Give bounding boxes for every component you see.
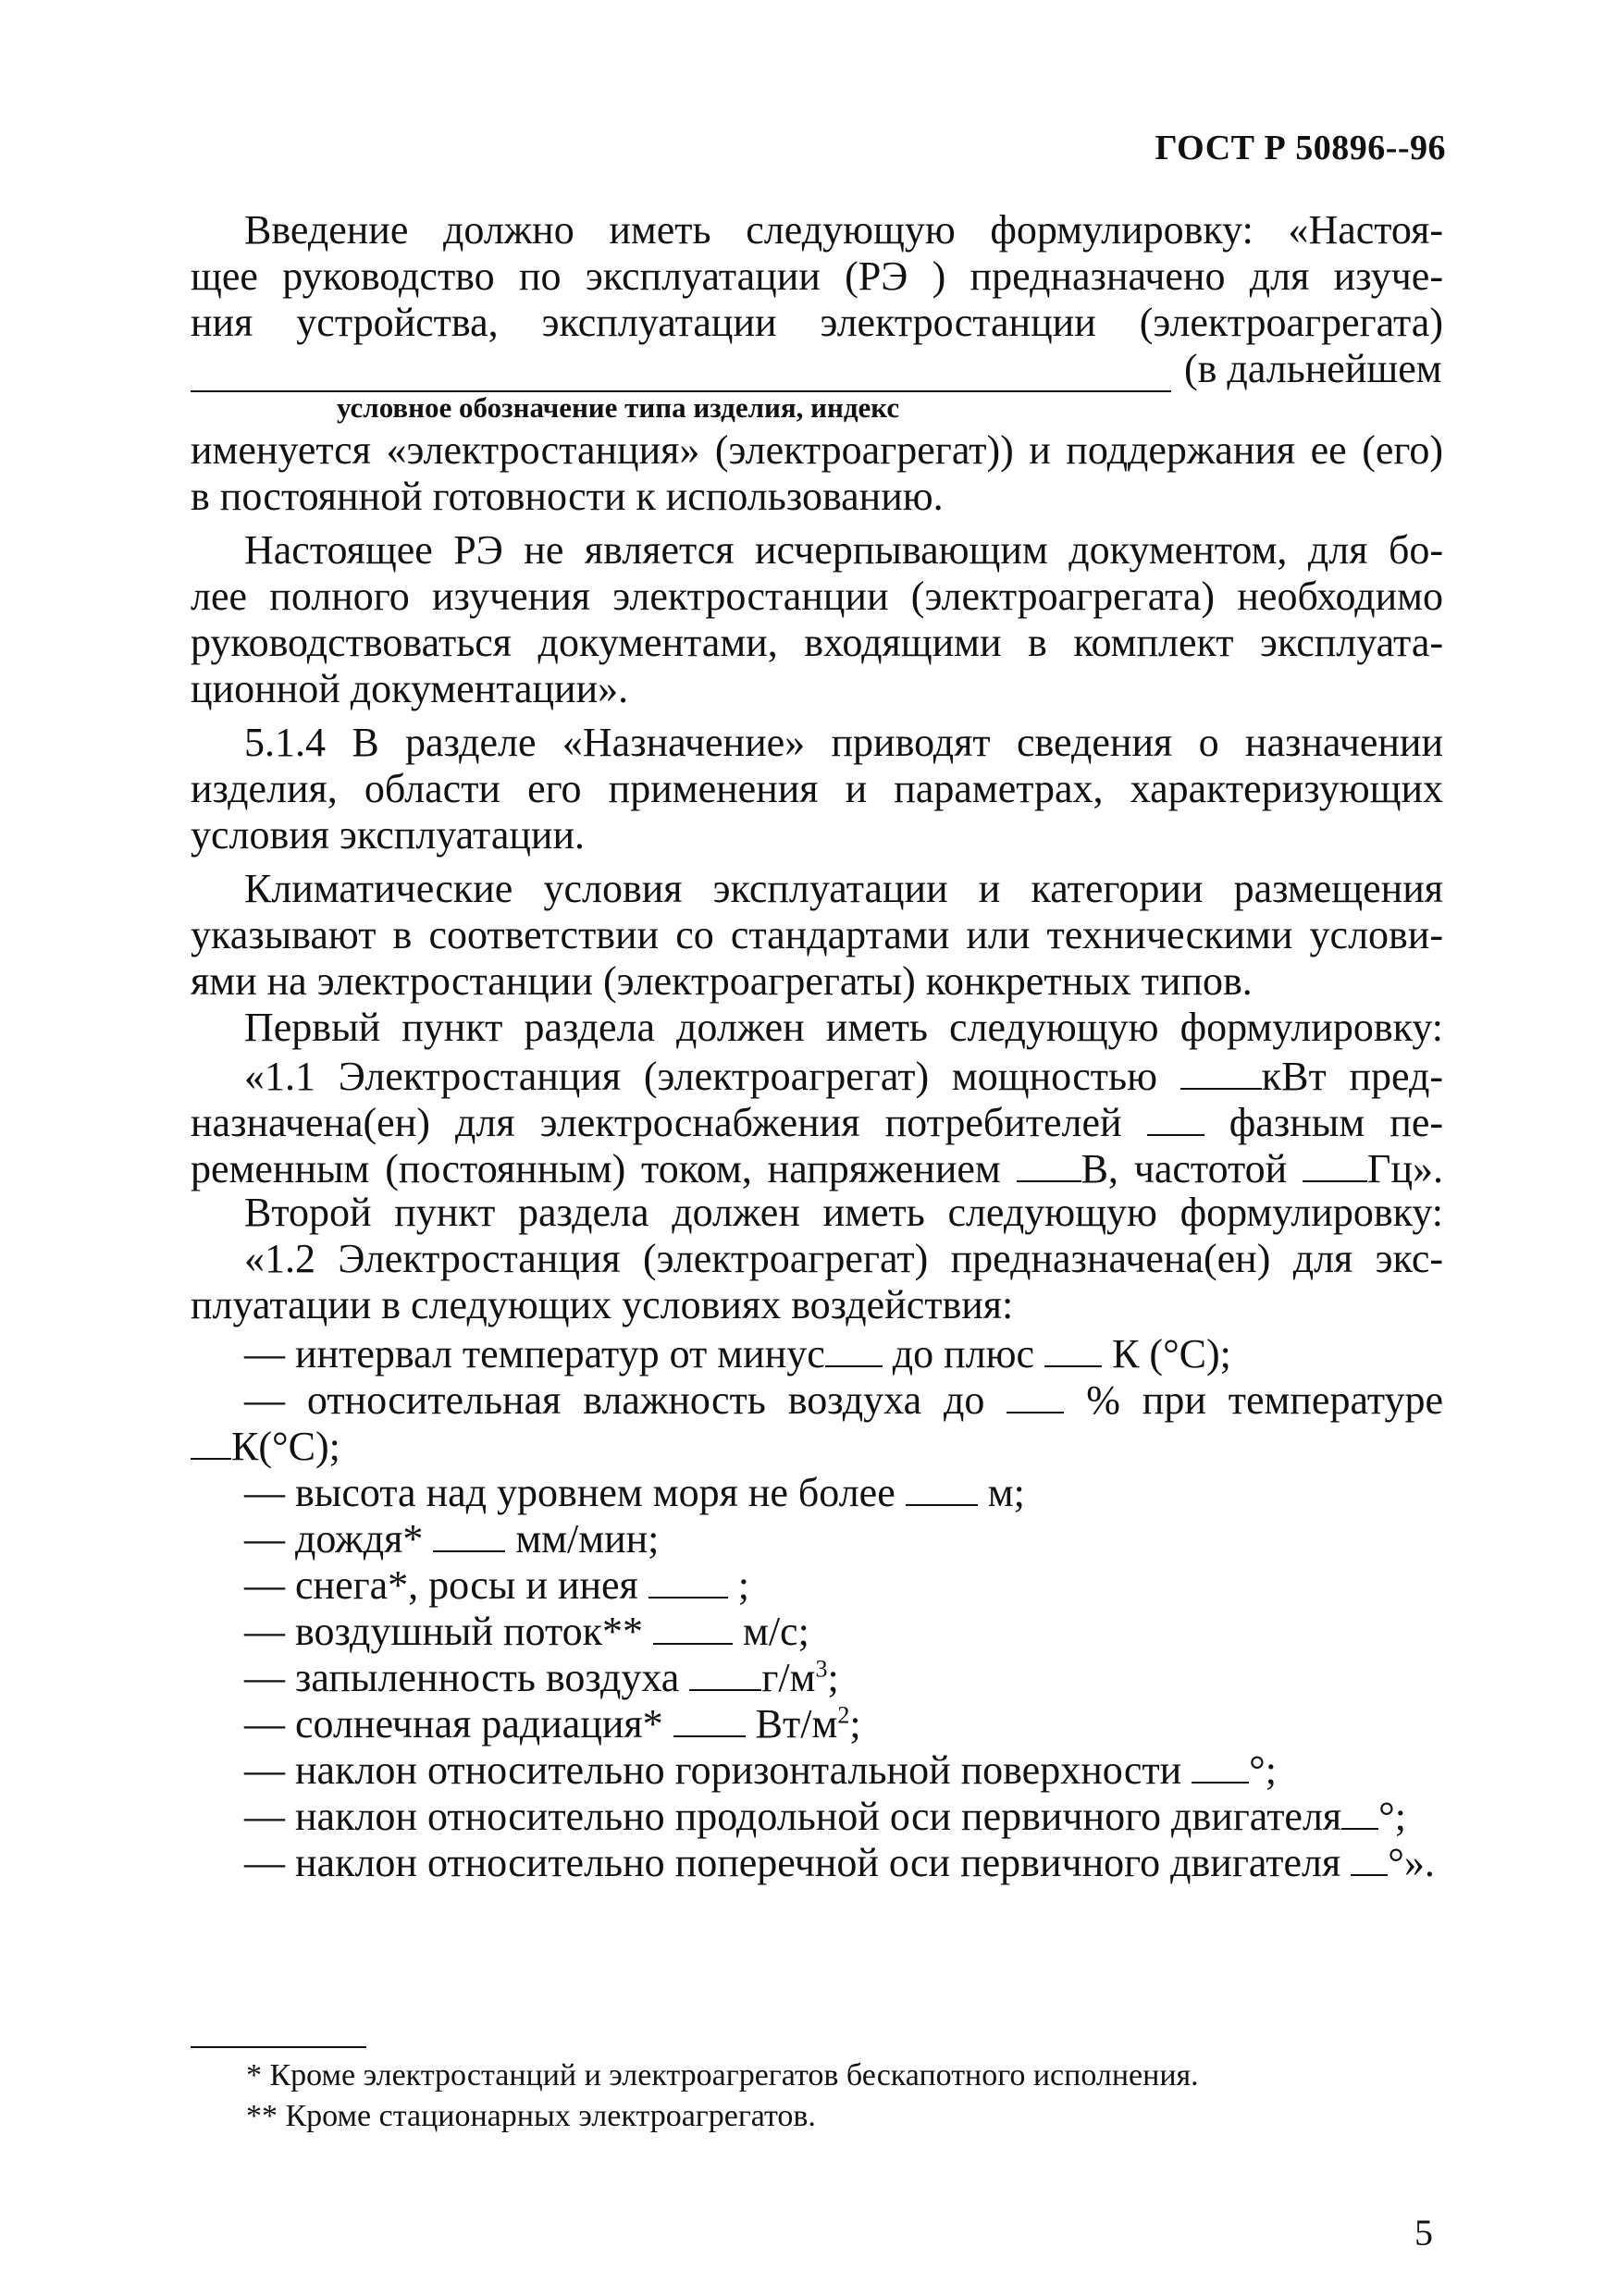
- text-line: в постоянной готовности к использованию.: [191, 474, 944, 519]
- text-fragment: К(°С);: [231, 1424, 340, 1469]
- text-fragment: — воздушный поток**: [244, 1609, 643, 1654]
- text-line: «1.2 Электростанция (электроагрегат) предназначена(ен) для экс-: [244, 1236, 1443, 1281]
- text-fragment: % при температуре: [1086, 1377, 1444, 1423]
- text-fragment: «1.1 Электростанция (электроагрегат) мощностью: [244, 1054, 1157, 1099]
- fill-in-blank: [906, 1467, 978, 1506]
- text-line: щее руководство по эксплуатации (РЭ ) предназначено для изуче-: [191, 253, 1443, 299]
- fill-in-blank: [1351, 1837, 1388, 1876]
- superscript: 2: [837, 1701, 850, 1729]
- text-line: ями на электростанции (электроагрегаты) конкретных типов.: [191, 958, 1253, 1004]
- list-item: [191, 1560, 1443, 1606]
- text-fragment: г/м: [761, 1655, 816, 1700]
- footnotes: [246, 2055, 1199, 2137]
- text-fragment: м/с;: [742, 1609, 809, 1654]
- fill-in-blank: [1192, 1745, 1249, 1784]
- list-item: [191, 1606, 1443, 1652]
- text-fragment: — интервал температур от минус: [244, 1331, 825, 1376]
- text-fragment: — дождя*: [244, 1516, 424, 1562]
- fill-in-blank: [653, 1606, 733, 1645]
- text-fragment: Гц».: [1367, 1146, 1443, 1191]
- text-line: условия эксплуатации.: [191, 812, 585, 858]
- text-line: руководствоваться документами, входящими в комплект эксплуата-: [191, 620, 1443, 665]
- list-item: [191, 1375, 1443, 1421]
- text-fragment: — высота над уровнем моря не более: [244, 1470, 895, 1515]
- text-fragment: ;: [737, 1562, 750, 1608]
- list-item: [191, 1328, 1443, 1375]
- text-fragment: ;: [827, 1655, 839, 1700]
- text-fragment: Вт/м: [755, 1701, 838, 1747]
- text-line: [191, 1143, 1443, 1190]
- text-fragment: ;: [849, 1701, 861, 1747]
- footnote: ** Кроме стационарных электроагрегатов.: [246, 2099, 816, 2133]
- text-fragment: — запыленность воздуха: [244, 1655, 680, 1700]
- fill-in-blank: [673, 1698, 746, 1737]
- list-item-continuation: [191, 1421, 1443, 1467]
- text-fragment: °;: [1378, 1794, 1406, 1839]
- text-fragment: назначена(ен) для электроснабжения потребителей: [191, 1100, 1122, 1145]
- text-line: указывают в соответствии со стандартами или техническими услови-: [191, 912, 1443, 957]
- text-line: изделия, области его применения и параметрах, характеризующих: [191, 766, 1443, 811]
- fill-in-blank: [1147, 1097, 1204, 1136]
- text-line: именуется «электростанция» (электроагрегат)) и поддержания ее (его): [191, 427, 1443, 473]
- list-item: [191, 1837, 1443, 1883]
- text-line: плуатации в следующих условиях воздействия:: [191, 1282, 1014, 1327]
- fill-in-blank: [1303, 1143, 1367, 1182]
- fill-in-blank: [1007, 1375, 1064, 1413]
- list-item: [191, 1698, 1443, 1745]
- text-line: [191, 1051, 1443, 1097]
- fill-in-blank: [1017, 1143, 1081, 1182]
- text-line: Климатические условия эксплуатации и категории размещения: [244, 866, 1443, 911]
- standard-code-header: ГОСТ Р 50896--96: [1155, 129, 1446, 167]
- footnote: * Кроме электростанций и электроагрегатов бескапотного исполнения.: [246, 2058, 1199, 2092]
- fill-in-blank: [1180, 1051, 1262, 1090]
- fill-in-blank: [433, 1513, 505, 1552]
- text-fragment: ременным (постоянным) током, напряжением: [191, 1146, 1001, 1191]
- fill-in-blank: [1341, 1791, 1378, 1830]
- text-fragment: кВт пред-: [1261, 1054, 1443, 1099]
- text-line: лее полного изучения электростанции (электроагрегата) необходимо: [191, 574, 1443, 619]
- text-fragment: — наклон относительно горизонтальной поверхности: [244, 1747, 1182, 1793]
- text-line: Второй пункт раздела должен иметь следующую формулировку:: [244, 1190, 1443, 1235]
- text-fragment: мм/мин;: [515, 1516, 660, 1562]
- text-fragment: — наклон относительно продольной оси первичного двигателя: [244, 1794, 1342, 1839]
- blank-caption: условное обозначение типа изделия, индекс: [337, 391, 900, 424]
- text-fragment: — солнечная радиация*: [244, 1701, 663, 1747]
- text-fragment: — относительная влажность воздуха до: [244, 1377, 985, 1423]
- text-line: ционной документации».: [191, 666, 629, 711]
- document-body: [191, 207, 1443, 1883]
- list-item: [191, 1745, 1443, 1791]
- text-fragment: (в дальнейшем: [1184, 346, 1442, 391]
- text-fragment: °».: [1388, 1840, 1435, 1885]
- list-item: [191, 1513, 1443, 1560]
- text-fragment: м;: [987, 1470, 1025, 1515]
- fill-in-blank: [191, 359, 1171, 392]
- fill-in-blank: [648, 1560, 728, 1599]
- fill-in-blank: [191, 1421, 231, 1460]
- text-fragment: К (°С);: [1112, 1331, 1231, 1376]
- text-line: [191, 1097, 1443, 1143]
- text-fragment: до плюс: [892, 1331, 1035, 1376]
- list-item: [191, 1791, 1443, 1837]
- text-line: ния устройства, эксплуатации электростанции (электроагрегата): [191, 300, 1443, 345]
- text-fragment: В, частотой: [1081, 1146, 1288, 1191]
- fill-in-blank: [1044, 1328, 1102, 1367]
- text-fragment: — снега*, росы и инея: [244, 1562, 638, 1608]
- text-line: Первый пункт раздела должен иметь следующую формулировку:: [244, 1005, 1443, 1050]
- text-fragment: °;: [1249, 1747, 1277, 1793]
- footnote-separator: [191, 2046, 366, 2048]
- blank-line-row: [191, 346, 1443, 392]
- text-line: Настоящее РЭ не является исчерпывающим документом, для бо-: [244, 527, 1443, 573]
- superscript: 3: [815, 1655, 828, 1683]
- list-item: [191, 1467, 1443, 1513]
- page-number: 5: [1414, 2212, 1433, 2253]
- fill-in-blank: [689, 1652, 761, 1691]
- list-item: [191, 1652, 1443, 1698]
- text-fragment: — наклон относительно поперечной оси первичного двигателя: [244, 1840, 1341, 1885]
- text-line: 5.1.4 В разделе «Назначение» приводят сведения о назначении: [244, 720, 1443, 765]
- text-fragment: фазным пе-: [1229, 1100, 1443, 1145]
- text-line: Введение должно иметь следующую формулировку: «Настоя-: [244, 207, 1443, 253]
- fill-in-blank: [825, 1328, 883, 1367]
